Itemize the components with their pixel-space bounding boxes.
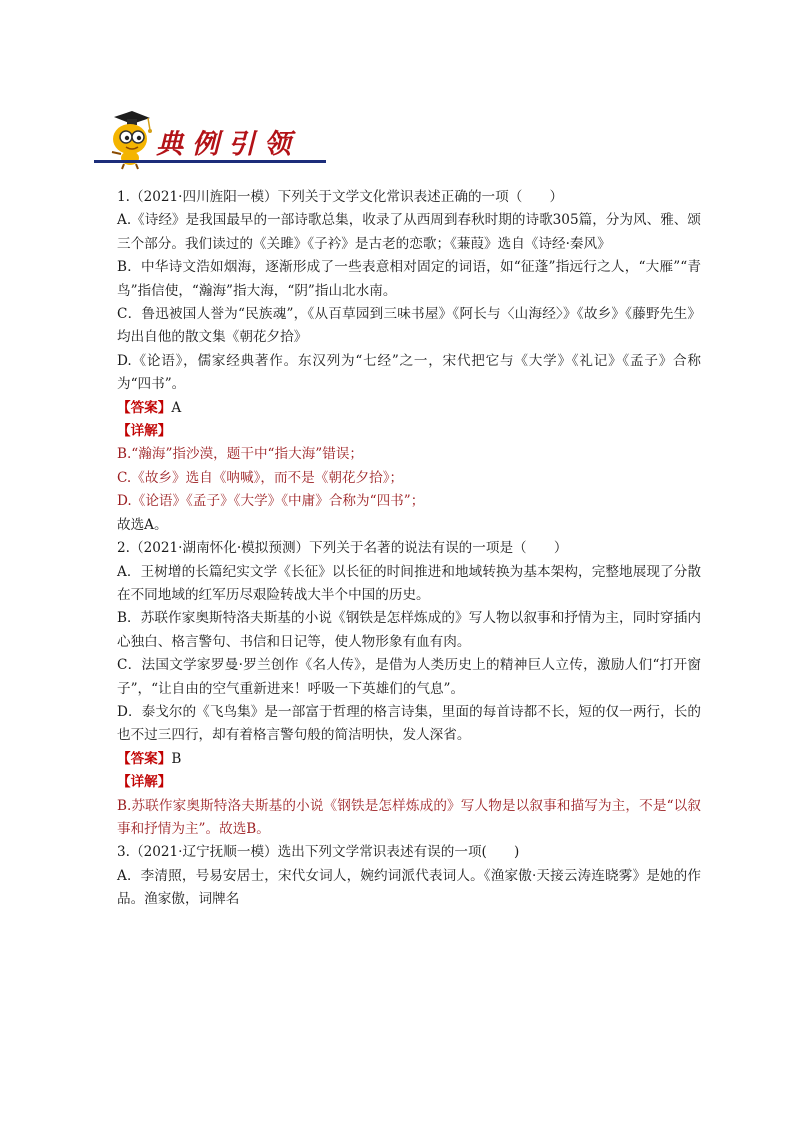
question-1-option-b: B．中华诗文浩如烟海，逐渐形成了一些表意相对固定的词语，如“征蓬”指远行之人，“大雁”“青鸟”指信使，“瀚海”指大海，“阴”指山北水南。: [117, 259, 701, 299]
question-2-option-c: C．法国文学家罗曼·罗兰创作《名人传》，是借为人类历史上的精神巨人立传，激励人们“打开窗子”，“让自由的空气重新进来！呼吸一下英雄们的气息”。: [117, 657, 701, 697]
question-1-option-c: C．鲁迅被国人誉为“民族魂”，《从百草园到三味书屋》《阿长与〈山海经〉》《故乡》《藤野先生》均出自他的散文集《朝花夕拾》: [117, 306, 701, 346]
question-list: [117, 186, 701, 912]
question-1-conclusion: 故选A。: [117, 516, 168, 533]
question-1-detail-d: D.《论语》《孟子》《大学》《中庸》合称为“四书”；: [117, 493, 425, 510]
question-1-detail-label: 【详解】: [117, 423, 172, 440]
question-3-option-a: A．李清照，号易安居士，宋代女词人，婉约词派代表词人。《渔家傲·天接云涛连晓雾》是她的作品。渔家傲，词牌名: [117, 867, 701, 908]
answer-value: A: [171, 399, 182, 416]
question-1-answer: 【答案】A: [117, 399, 182, 416]
question-2-stem: 2.（2021·湖南怀化·模拟预测）下列关于名著的说法有误的一项是（ ）: [117, 540, 568, 557]
question-1-stem: 1.（2021·四川旌阳一模）下列关于文学文化常识表述正确的一项（ ）: [117, 189, 564, 205]
question-1-option-d: D.《论语》，儒家经典著作。东汉列为“七经”之一，宋代把它与《大学》《礼记》《孟子》合称为“四书”。: [117, 352, 701, 393]
question-3-stem: 3.（2021·辽宁抚顺一模）选出下列文学常识表述有误的一项( ): [117, 844, 520, 861]
answer-value: B: [171, 750, 182, 767]
question-1-option-a: A.《诗经》是我国最早的一部诗歌总集，收录了从西周到春秋时期的诗歌305篇，分为风、雅、颂三个部分。我们读过的《关雎》《子衿》是古老的恋歌；《蒹葭》选自《诗经·秦风》: [117, 212, 701, 252]
banner-title: 典例引领: [156, 129, 300, 160]
question-2-detail: B.苏联作家奥斯特洛夫斯基的小说《钢铁是怎样炼成的》写人物是以叙事和描写为主，不是“以叙事和抒情为主”。故选B。: [117, 797, 701, 837]
question-2-option-b: B．苏联作家奥斯特洛夫斯基的小说《钢铁是怎样炼成的》写人物以叙事和抒情为主，同时穿插内心独白、格言警句、书信和日记等，使人物形象有血有肉。: [117, 610, 701, 650]
question-2-answer: 【答案】B: [117, 750, 182, 767]
banner-underline: [94, 160, 326, 163]
question-2-option-a: A．王树增的长篇纪实文学《长征》以长征的时间推进和地域转换为基本架构，完整地展现了分散在不同地域的红军历尽艰险转战大半个中国的历史。: [117, 563, 701, 603]
section-banner: [94, 108, 326, 170]
question-1-detail-c: C.《故乡》选自《呐喊》，而不是《朝花夕拾》；: [117, 469, 404, 486]
question-2-option-d: D．泰戈尔的《飞鸟集》是一部富于哲理的格言诗集，里面的每首诗都不长，短的仅一两行，长的也不过三四行，却有着格言警句般的简洁明快，发人深省。: [117, 703, 701, 744]
question-2-detail-label: 【详解】: [117, 774, 172, 791]
question-1-detail-b: B.“瀚海”指沙漠，题干中“指大海”错误；: [117, 446, 364, 463]
